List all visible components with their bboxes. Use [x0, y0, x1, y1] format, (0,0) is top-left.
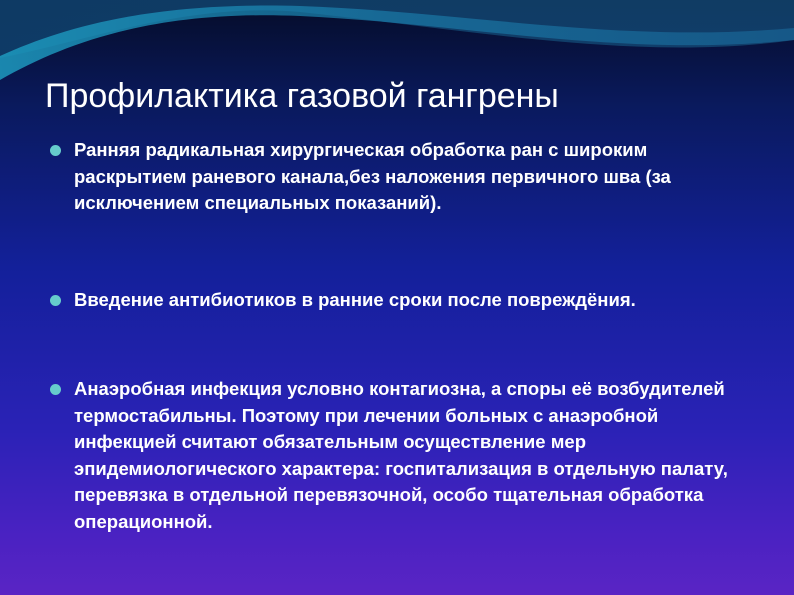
bullet-dot-icon — [50, 145, 61, 156]
bullet-dot-icon — [50, 295, 61, 306]
bullet-dot-icon — [50, 384, 61, 395]
bullet-text: Ранняя радикальная хирургическая обработка ран с широким раскрытием раневого канала,без наложения первичного шва (за исключением специальных показаний). — [74, 139, 671, 213]
bullet-text: Введение антибиотиков в ранние сроки после повреждёния. — [74, 289, 636, 310]
bullet-text: Анаэробная инфекция условно контагиозна, а споры её возбудителей термостабильны. Поэтому при лечении больных с анаэробной инфекцией считают обязательным осуществление мер эпидемиологического характера: госпитализация в отдельную палату, перевязка в отдельной перевязочной, особо тщательная обработка операционной. — [74, 378, 728, 532]
slide-title: Профилактика газовой гангрены — [45, 77, 559, 115]
